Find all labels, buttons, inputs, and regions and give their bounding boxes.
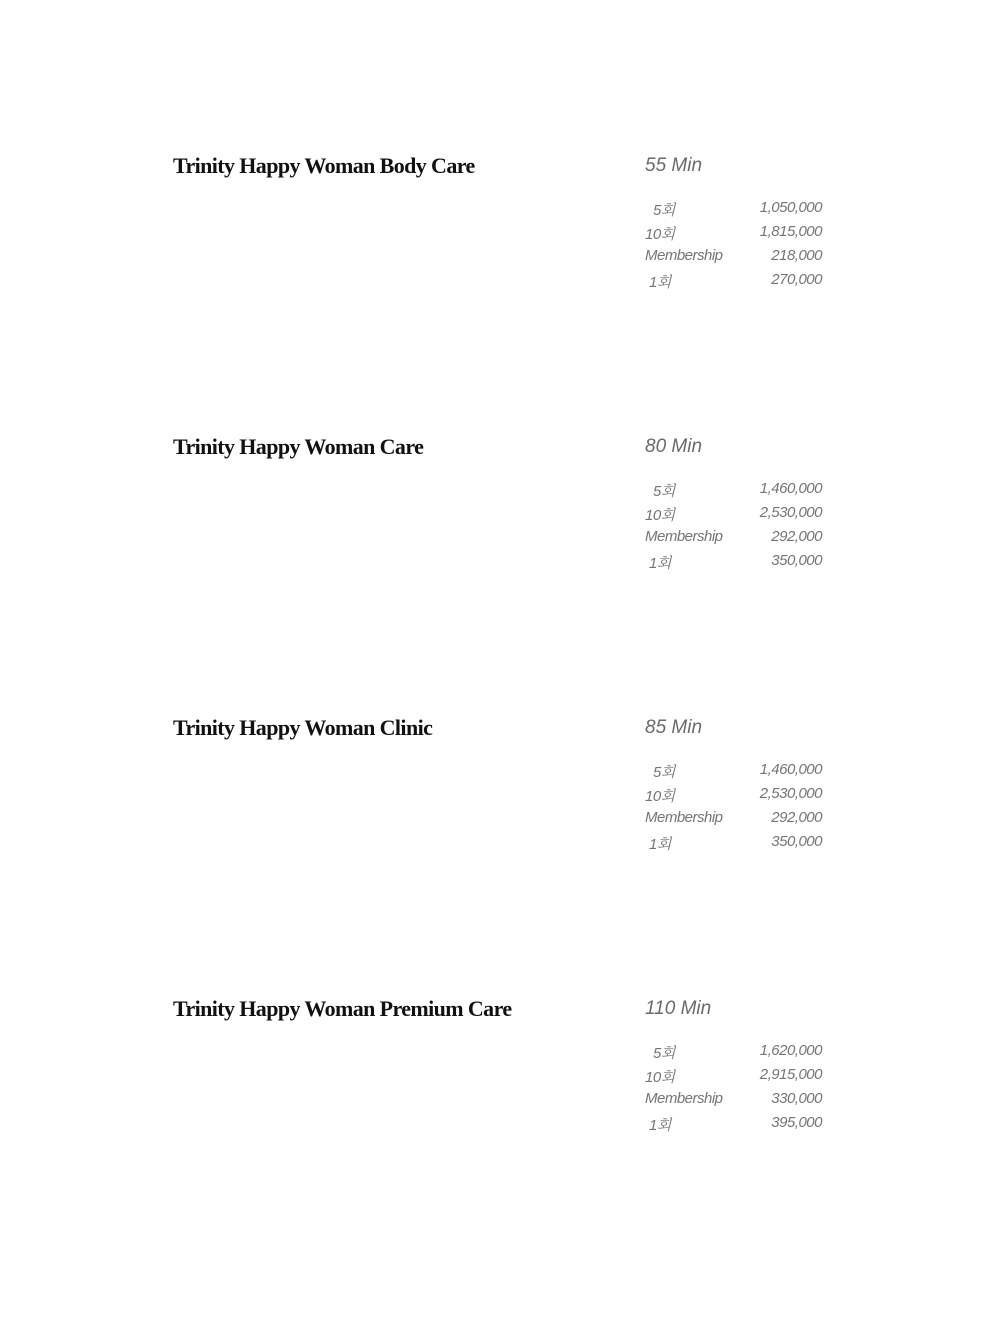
price-label: 1회 (649, 274, 671, 291)
price-label: 5회 (653, 764, 675, 781)
price-value: 395,000 (771, 1114, 822, 1131)
price-label: Membership (645, 809, 723, 826)
price-value: 350,000 (771, 552, 822, 569)
price-value: 292,000 (771, 528, 822, 545)
price-value: 2,915,000 (759, 1066, 822, 1083)
price-row (645, 480, 825, 504)
price-label: 10회 (645, 226, 675, 243)
price-value: 330,000 (771, 1090, 822, 1107)
treatment-duration: 80 Min (645, 436, 703, 457)
price-list (645, 480, 825, 576)
treatment-section (0, 434, 1000, 648)
price-value: 218,000 (771, 247, 822, 264)
price-label: Membership (645, 247, 723, 264)
price-row (645, 1066, 825, 1090)
treatment-duration: 110 Min (645, 998, 712, 1019)
treatment-section (0, 715, 1000, 929)
price-list (645, 761, 825, 857)
price-row (645, 1090, 825, 1114)
price-row (645, 528, 825, 552)
treatment-section (0, 996, 1000, 1210)
price-row (645, 761, 825, 785)
price-value: 2,530,000 (759, 785, 822, 802)
price-row (645, 833, 825, 857)
price-value: 270,000 (771, 271, 822, 288)
price-value: 1,620,000 (759, 1042, 822, 1059)
price-label: 1회 (649, 555, 671, 572)
price-label: 1회 (649, 1117, 671, 1134)
price-row (645, 199, 825, 223)
price-value: 1,815,000 (759, 223, 822, 240)
treatment-section (0, 153, 1000, 367)
price-label: 10회 (645, 788, 675, 805)
price-label: 5회 (653, 483, 675, 500)
price-label: 1회 (649, 836, 671, 853)
price-row (645, 223, 825, 247)
price-label: 10회 (645, 507, 675, 524)
price-list (645, 199, 825, 295)
treatment-title: Trinity Happy Woman Premium Care (173, 996, 512, 1021)
price-list (645, 1042, 825, 1138)
price-row (645, 1042, 825, 1066)
treatment-duration: 55 Min (645, 155, 703, 176)
price-row (645, 247, 825, 271)
price-row (645, 552, 825, 576)
price-row (645, 1114, 825, 1138)
price-label: 5회 (653, 202, 675, 219)
price-row (645, 271, 825, 295)
price-row (645, 504, 825, 528)
treatment-title: Trinity Happy Woman Clinic (173, 715, 433, 740)
price-label: 5회 (653, 1045, 675, 1062)
price-label: Membership (645, 528, 723, 545)
price-value: 1,460,000 (759, 761, 822, 778)
price-value: 2,530,000 (759, 504, 822, 521)
price-value: 1,050,000 (759, 199, 822, 216)
price-label: Membership (645, 1090, 723, 1107)
treatment-title: Trinity Happy Woman Body Care (173, 153, 475, 178)
price-label: 10회 (645, 1069, 675, 1086)
price-value: 350,000 (771, 833, 822, 850)
price-value: 292,000 (771, 809, 822, 826)
treatment-duration: 85 Min (645, 717, 703, 738)
price-value: 1,460,000 (759, 480, 822, 497)
price-row (645, 809, 825, 833)
price-row (645, 785, 825, 809)
treatment-title: Trinity Happy Woman Care (173, 434, 424, 459)
